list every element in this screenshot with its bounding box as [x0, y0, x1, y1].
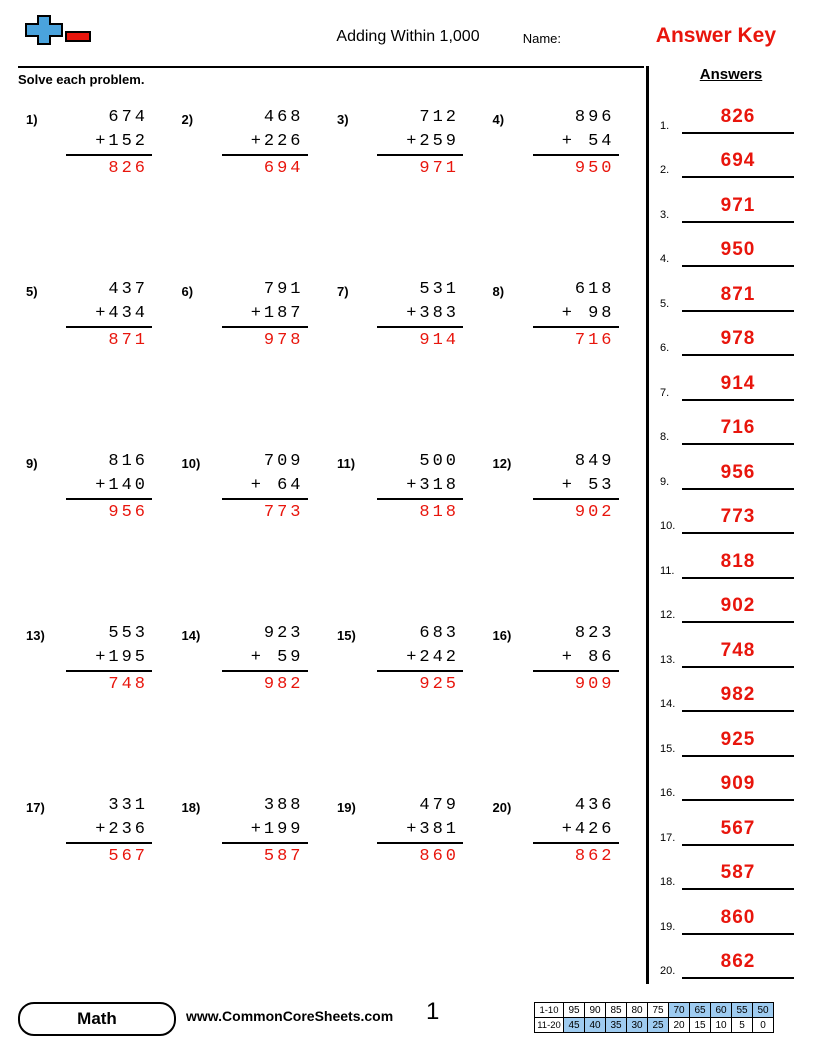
answer-row	[660, 356, 802, 401]
problem-item	[485, 792, 641, 964]
problem-number: 3)	[337, 112, 349, 127]
problem-addend-top: 816	[108, 452, 148, 471]
problem-item	[329, 104, 485, 276]
answer-value: 914	[682, 369, 794, 401]
answer-value: 773	[682, 502, 794, 534]
problem-answer: 748	[108, 675, 148, 694]
answer-index: 8.	[660, 431, 670, 443]
problem-addend-bottom: +259	[377, 130, 463, 156]
answer-value: 956	[682, 458, 794, 490]
problem-answer: 978	[263, 331, 304, 350]
score-table-row	[535, 1003, 774, 1018]
score-cell: 90	[585, 1003, 606, 1018]
answer-value: 826	[682, 102, 794, 134]
answer-index: 12.	[660, 609, 676, 621]
problem-addend-top: 331	[108, 796, 148, 815]
answer-value: 909	[682, 769, 794, 801]
problem-answer: 694	[263, 159, 304, 178]
answer-row	[660, 267, 802, 312]
problem-body	[533, 794, 619, 870]
answer-value: 978	[682, 324, 794, 356]
answer-row	[660, 801, 802, 846]
problem-addend-top: 618	[574, 280, 615, 299]
score-range-label: 11-20	[535, 1018, 564, 1033]
problem-item	[329, 448, 485, 620]
problem-answer: 871	[108, 331, 148, 350]
score-cell: 5	[732, 1018, 753, 1033]
problem-body	[222, 106, 308, 182]
score-cell: 20	[669, 1018, 690, 1033]
answer-value: 587	[682, 858, 794, 890]
answer-row	[660, 668, 802, 713]
problem-item	[485, 448, 641, 620]
problem-body	[377, 794, 463, 870]
score-cell: 45	[564, 1018, 585, 1033]
answer-row	[660, 935, 802, 980]
answer-value: 982	[682, 680, 794, 712]
answer-index: 3.	[660, 208, 670, 221]
problem-number: 7)	[337, 284, 349, 299]
problem-addend-top: 437	[108, 280, 148, 299]
answer-index: 18.	[660, 876, 676, 888]
problem-addend-bottom: +318	[377, 474, 463, 500]
answer-index: 20.	[660, 965, 676, 977]
problem-body	[66, 278, 152, 354]
answer-index: 1.	[660, 119, 670, 132]
problem-body	[222, 278, 308, 354]
answer-value: 748	[682, 636, 794, 668]
problem-addend-top: 553	[108, 624, 148, 643]
problem-addend-bottom: + 54	[533, 130, 619, 156]
problem-item	[329, 276, 485, 448]
score-range-label: 1-10	[535, 1003, 564, 1018]
problem-body	[66, 794, 152, 870]
problem-item	[18, 620, 174, 792]
problem-body	[66, 622, 152, 698]
problem-number: 16)	[492, 628, 512, 643]
problem-number: 12)	[492, 456, 512, 471]
problem-answer: 950	[574, 159, 615, 178]
problem-answer: 982	[263, 675, 304, 694]
problem-item	[329, 620, 485, 792]
problem-body	[533, 106, 619, 182]
problem-addend-bottom: +383	[377, 302, 463, 328]
score-table-row	[535, 1018, 774, 1033]
score-cell: 75	[648, 1003, 669, 1018]
problem-answer: 716	[574, 331, 615, 350]
problem-number: 11)	[337, 456, 356, 471]
answer-index: 16.	[660, 787, 676, 799]
problem-body	[66, 450, 152, 526]
problem-body	[533, 450, 619, 526]
problem-body	[222, 450, 308, 526]
problem-addend-top: 388	[263, 796, 304, 815]
score-cell: 25	[648, 1018, 669, 1033]
site-url: www.CommonCoreSheets.com	[186, 1008, 394, 1024]
score-cell: 95	[564, 1003, 585, 1018]
problem-number: 18)	[181, 800, 201, 815]
page-title: Adding Within 1,000	[336, 28, 480, 45]
score-table	[534, 1002, 774, 1033]
problem-item	[174, 448, 330, 620]
problem-item	[174, 276, 330, 448]
problem-addend-bottom: + 64	[222, 474, 308, 500]
score-cell: 55	[732, 1003, 753, 1018]
worksheet-footer	[18, 996, 798, 1042]
answer-row	[660, 134, 802, 179]
problem-answer: 773	[263, 503, 304, 522]
answer-index: 17.	[660, 831, 676, 844]
problem-item	[18, 448, 174, 620]
answer-key-badge: Answer Key	[655, 24, 776, 47]
answer-row	[660, 490, 802, 535]
problem-item	[18, 276, 174, 448]
answer-value: 971	[682, 191, 794, 223]
answer-row	[660, 890, 802, 935]
problem-addend-bottom: + 98	[533, 302, 619, 328]
problem-addend-top: 531	[419, 280, 459, 299]
answer-row	[660, 312, 802, 357]
problem-answer: 587	[263, 847, 304, 866]
problem-number: 17)	[26, 800, 45, 815]
answer-index: 15.	[660, 742, 676, 755]
answer-index: 9.	[660, 475, 670, 488]
problem-body	[222, 622, 308, 698]
problem-addend-top: 674	[108, 108, 148, 127]
answer-value: 862	[682, 947, 794, 979]
problem-number: 1)	[26, 112, 38, 127]
problems-grid	[18, 104, 640, 964]
score-cell: 50	[753, 1003, 774, 1018]
problem-item	[174, 792, 330, 964]
problem-addend-bottom: +140	[66, 474, 152, 500]
score-cell: 15	[690, 1018, 711, 1033]
answer-value: 871	[682, 280, 794, 312]
problem-body	[377, 450, 463, 526]
worksheet-header	[18, 14, 798, 60]
answers-heading: Answers	[699, 66, 763, 83]
problem-number: 20)	[492, 800, 512, 815]
answer-index: 7.	[660, 386, 670, 399]
problem-addend-top: 823	[574, 624, 615, 643]
answer-value: 902	[682, 591, 794, 623]
problem-number: 15)	[337, 628, 356, 643]
problem-addend-top: 479	[419, 796, 459, 815]
answer-row	[660, 712, 802, 757]
problem-number: 5)	[26, 284, 38, 299]
problem-number: 8)	[492, 284, 505, 299]
problem-number: 2)	[181, 112, 194, 127]
answer-row	[660, 579, 802, 624]
problem-addend-top: 849	[574, 452, 615, 471]
answer-value: 925	[682, 725, 794, 757]
subject-badge: Math	[18, 1002, 176, 1036]
problem-item	[485, 620, 641, 792]
score-cell: 60	[711, 1003, 732, 1018]
problem-answer: 818	[419, 503, 459, 522]
problem-answer: 925	[419, 675, 459, 694]
answer-index: 14.	[660, 698, 676, 710]
answer-row	[660, 445, 802, 490]
problem-addend-top: 896	[574, 108, 615, 127]
answer-index: 11.	[660, 564, 675, 577]
score-cell: 65	[690, 1003, 711, 1018]
problem-body	[66, 106, 152, 182]
problem-answer: 971	[419, 159, 459, 178]
problem-body	[533, 278, 619, 354]
problem-addend-top: 923	[263, 624, 304, 643]
answer-index: 13.	[660, 653, 676, 666]
vertical-divider	[646, 66, 649, 984]
page-number: 1	[426, 998, 440, 1025]
instructions-text: Solve each problem.	[18, 72, 145, 87]
answer-index: 6.	[660, 342, 670, 354]
problem-addend-top: 468	[263, 108, 304, 127]
answer-index: 19.	[660, 920, 676, 933]
problem-item	[18, 104, 174, 276]
problem-addend-top: 436	[574, 796, 615, 815]
problem-addend-bottom: +152	[66, 130, 152, 156]
answer-row	[660, 223, 802, 268]
problem-number: 10)	[181, 456, 201, 471]
answer-row	[660, 623, 802, 668]
answer-row	[660, 534, 802, 579]
header-divider	[18, 66, 644, 68]
score-cell: 0	[753, 1018, 774, 1033]
answer-value: 567	[682, 814, 794, 846]
score-cell: 10	[711, 1018, 732, 1033]
problem-addend-top: 683	[419, 624, 459, 643]
answer-row	[660, 401, 802, 446]
problem-addend-bottom: +434	[66, 302, 152, 328]
problem-body	[377, 622, 463, 698]
problem-number: 19)	[337, 800, 356, 815]
problem-item	[485, 104, 641, 276]
problem-addend-top: 791	[263, 280, 304, 299]
score-cell: 35	[606, 1018, 627, 1033]
answer-value: 694	[682, 146, 794, 178]
problem-addend-bottom: +226	[222, 130, 308, 156]
problem-body	[222, 794, 308, 870]
answer-row	[660, 178, 802, 223]
problem-item	[174, 104, 330, 276]
answer-row	[660, 846, 802, 891]
problem-addend-top: 712	[419, 108, 459, 127]
score-cell: 85	[606, 1003, 627, 1018]
problem-addend-bottom: +187	[222, 302, 308, 328]
problem-answer: 914	[419, 331, 459, 350]
problem-body	[533, 622, 619, 698]
problem-body	[377, 278, 463, 354]
answer-value: 860	[682, 903, 794, 935]
problem-number: 6)	[181, 284, 194, 299]
problem-addend-bottom: +426	[533, 818, 619, 844]
problem-answer: 902	[574, 503, 615, 522]
answer-row	[660, 757, 802, 802]
name-label: Name:	[522, 31, 561, 46]
answer-row	[660, 89, 802, 134]
answer-index: 2.	[660, 164, 670, 176]
problem-answer: 956	[108, 503, 148, 522]
problem-addend-bottom: + 53	[533, 474, 619, 500]
answer-value: 950	[682, 235, 794, 267]
score-cell: 40	[585, 1018, 606, 1033]
problem-addend-bottom: + 59	[222, 646, 308, 672]
problem-answer: 826	[108, 159, 148, 178]
problem-item	[485, 276, 641, 448]
problem-addend-bottom: +195	[66, 646, 152, 672]
problem-number: 14)	[181, 628, 201, 643]
answers-column	[660, 66, 802, 979]
score-cell: 70	[669, 1003, 690, 1018]
problem-item	[329, 792, 485, 964]
problem-addend-bottom: +242	[377, 646, 463, 672]
answer-value: 818	[682, 547, 794, 579]
score-cell: 80	[627, 1003, 648, 1018]
answer-index: 4.	[660, 253, 670, 265]
problem-answer: 909	[574, 675, 615, 694]
problem-answer: 860	[419, 847, 459, 866]
problem-addend-top: 709	[263, 452, 304, 471]
answer-index: 5.	[660, 297, 670, 310]
problem-addend-bottom: +236	[66, 818, 152, 844]
problem-number: 9)	[26, 456, 38, 471]
score-cell: 30	[627, 1018, 648, 1033]
problem-addend-bottom: + 86	[533, 646, 619, 672]
answer-value: 716	[682, 413, 794, 445]
problem-addend-bottom: +381	[377, 818, 463, 844]
problem-number: 13)	[26, 628, 45, 643]
problem-item	[174, 620, 330, 792]
problem-number: 4)	[492, 112, 505, 127]
problem-body	[377, 106, 463, 182]
problem-item	[18, 792, 174, 964]
problem-addend-bottom: +199	[222, 818, 308, 844]
problem-addend-top: 500	[419, 452, 459, 471]
problem-answer: 567	[108, 847, 148, 866]
answer-index: 10.	[660, 520, 676, 532]
problem-answer: 862	[574, 847, 615, 866]
